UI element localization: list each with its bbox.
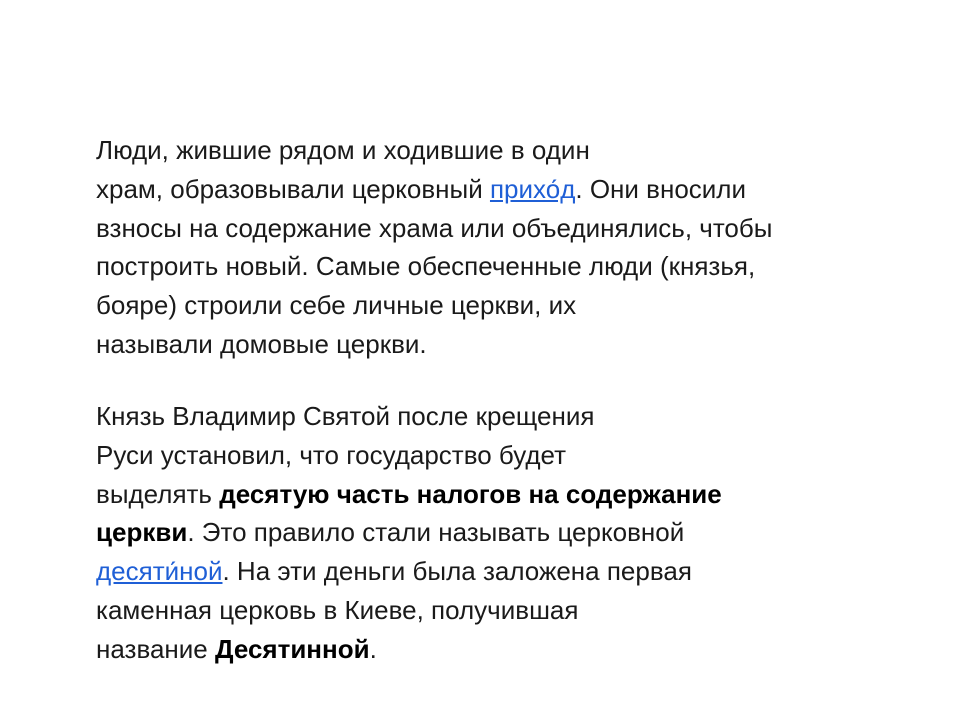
text-line: бояре) строили себе личные церкви, их [96, 290, 577, 321]
paragraph-tithe [96, 397, 876, 669]
text-line [96, 552, 876, 591]
text-line [96, 513, 876, 552]
text-fragment: . Они вносили [575, 173, 746, 204]
paragraph-parish [96, 131, 876, 364]
text-line [96, 630, 876, 669]
text-fragment: храм, образовывали церковный [96, 173, 490, 204]
text-line: взносы на содержание храма или объединялись, чтобы [96, 212, 773, 243]
text-fragment: . На эти деньги была заложена первая [222, 556, 692, 587]
text-line: каменная церковь в Киеве, получившая [96, 594, 579, 625]
text-fragment: . Это правило стали называть церковной [187, 517, 685, 548]
text-line [96, 170, 876, 209]
text-line: Руси установил, что государство будет [96, 439, 567, 470]
text-fragment: название [96, 633, 215, 664]
bold-phrase: церкви [96, 517, 188, 548]
text-line [96, 475, 876, 514]
text-line: Люди, жившие рядом и ходившие в один [96, 135, 590, 165]
text-fragment: выделять [96, 478, 220, 509]
text-line: называли домовые церкви. [96, 328, 427, 359]
tithe-link[interactable]: десяти́ной [96, 556, 223, 587]
text-fragment: . [369, 633, 377, 664]
bold-phrase: десятую часть налогов на содержание [219, 478, 722, 509]
parish-link[interactable]: прихо́д [489, 173, 576, 204]
text-line: Князь Владимир Святой после крещения [96, 401, 595, 431]
bold-phrase: Десятинной [215, 633, 370, 664]
text-line: построить новый. Самые обеспеченные люди (князья, [96, 251, 756, 282]
